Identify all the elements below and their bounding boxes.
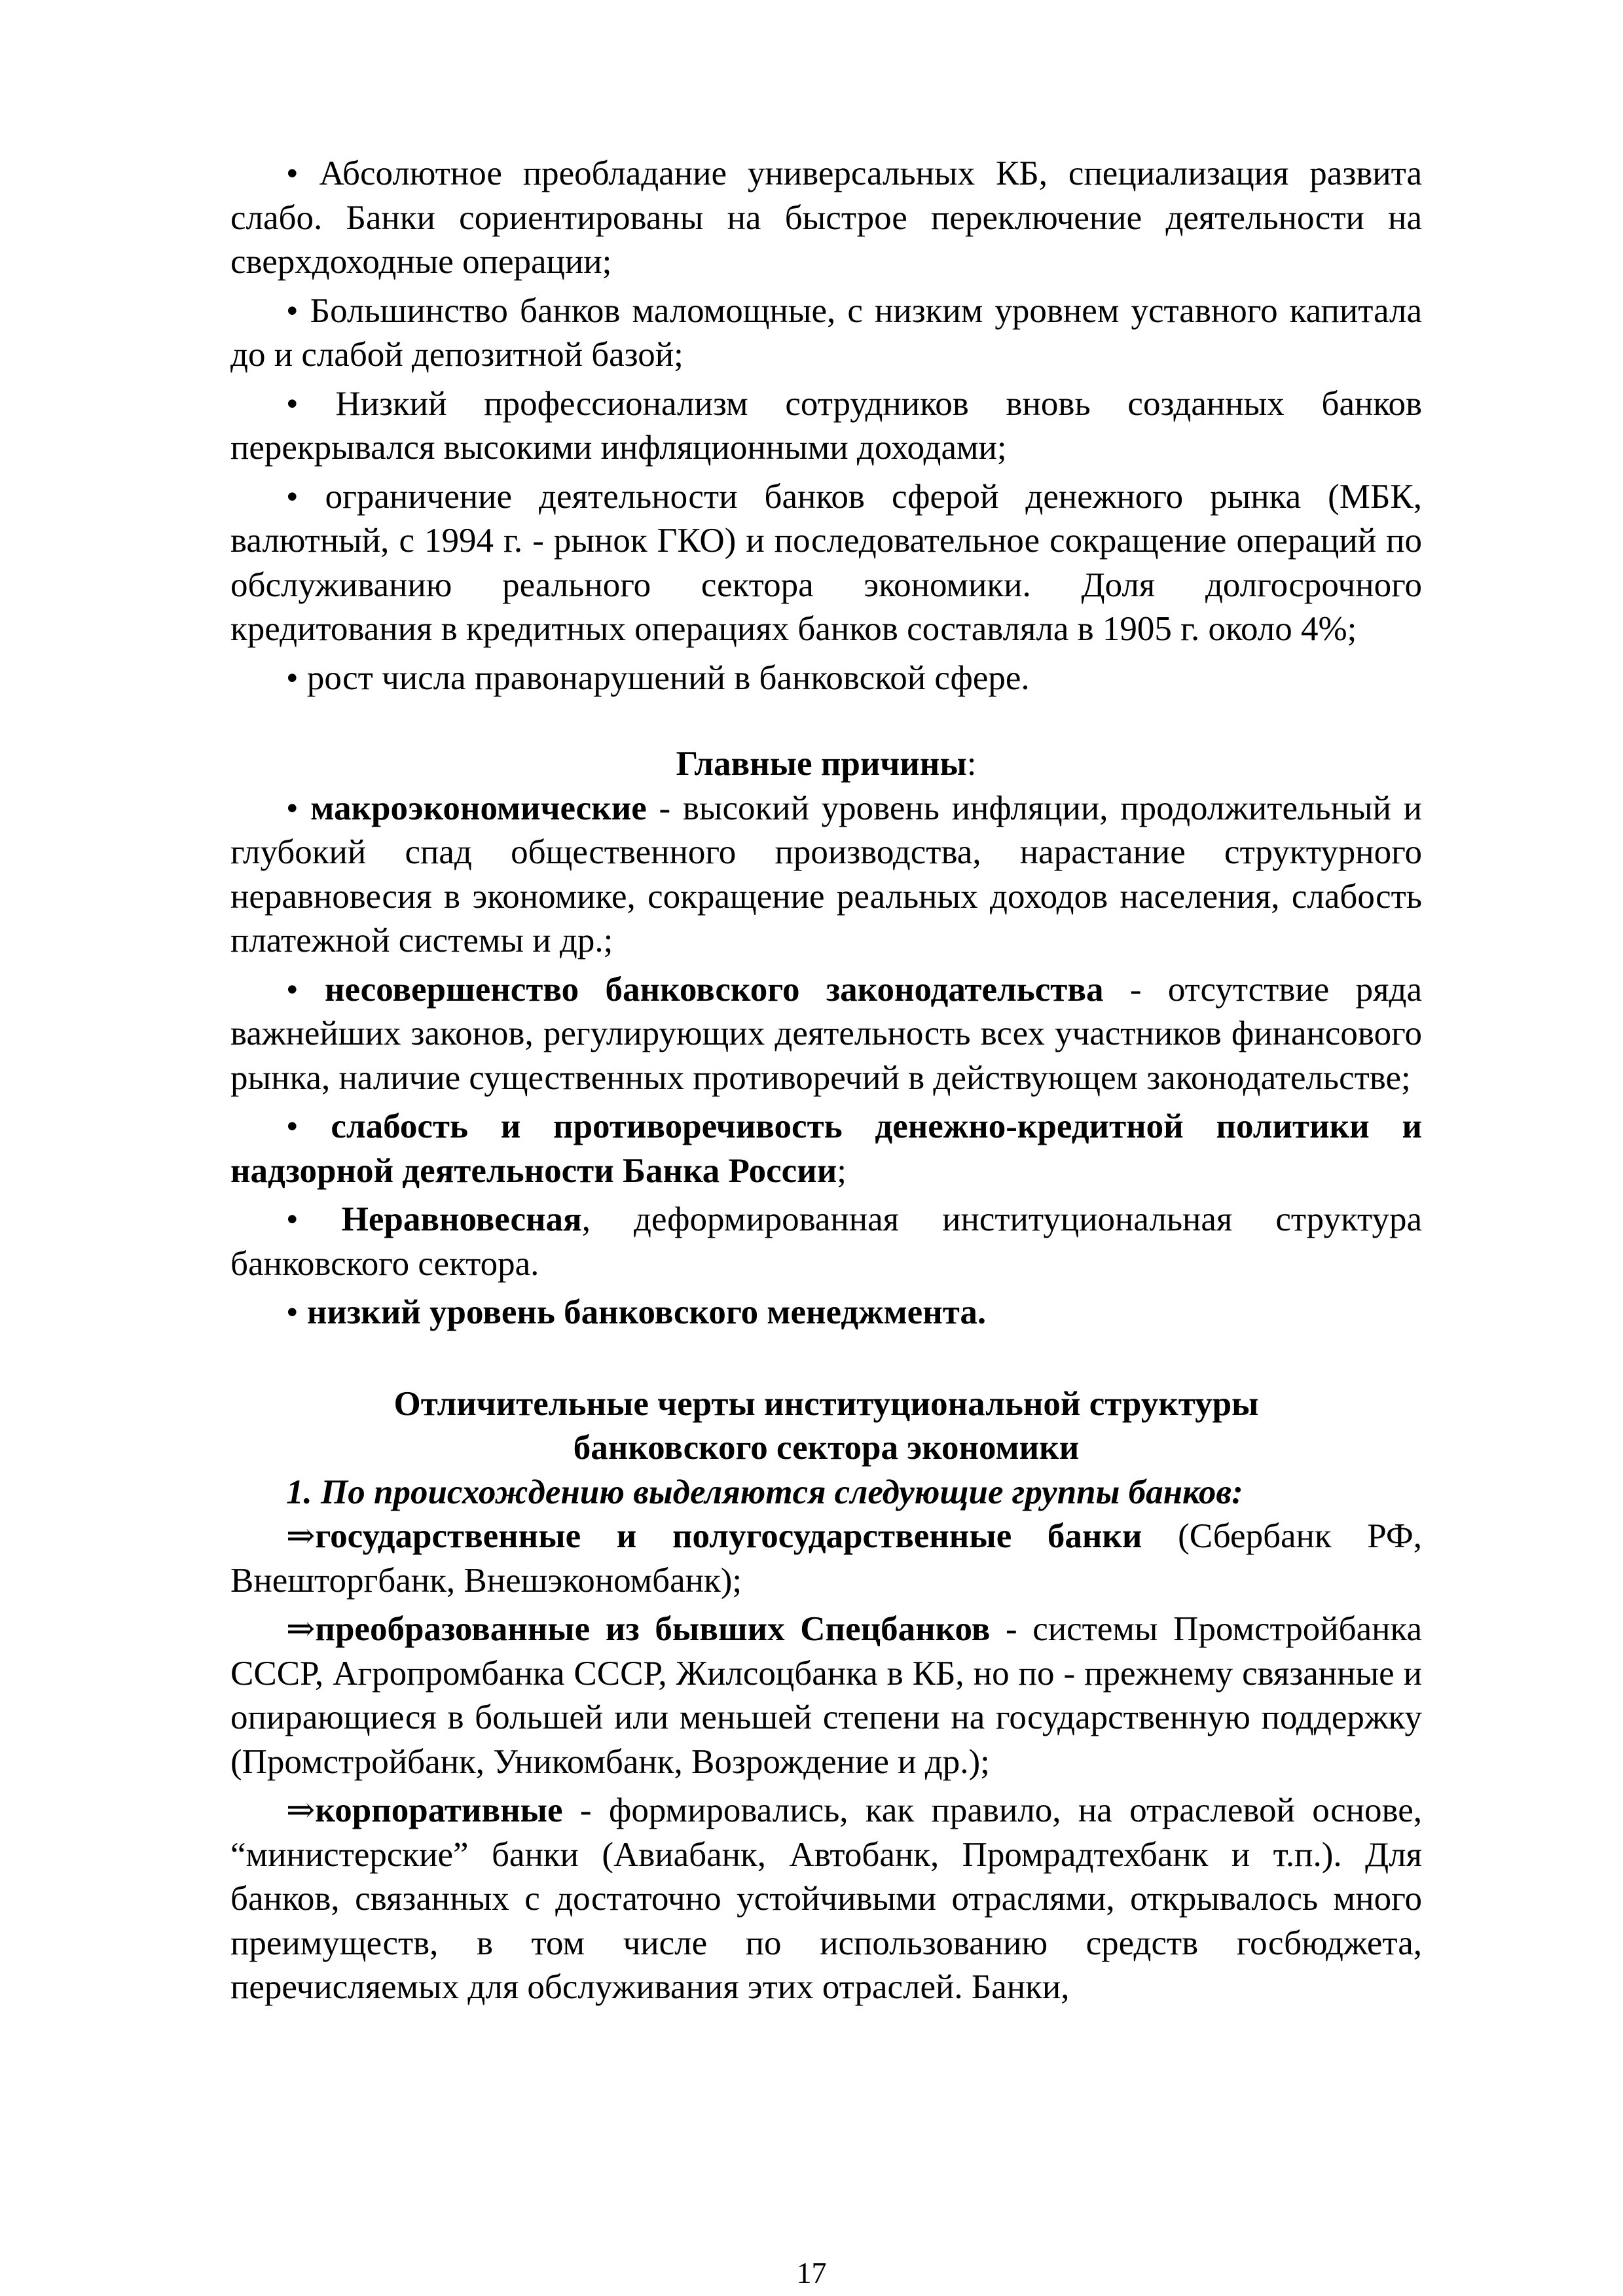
bullet-text: Абсолютное преобладание универсальных КБ, специализация развита слабо. Банки сориентированы на быстрое переключение деятельности на сверхдоходные операции;: [230, 154, 1422, 281]
cause-term: Неравновесная: [341, 1200, 582, 1238]
cause-item: [230, 968, 1422, 1101]
bank-group-text: - системы Промстройбанка СССР, Агропромбанка СССР, Жилсоцбанка в КБ, но по - прежнему связанные и опирающиеся в большей или меньшей степени на государственную поддержку (Промстройбанк, Уникомбанк, Возрождение и др.);: [230, 1610, 1422, 1781]
arrow-icon: ⇒: [286, 1517, 316, 1555]
page-content: [230, 152, 1422, 2015]
arrow-icon: ⇒: [286, 1610, 316, 1648]
bank-group-term: преобразованные из бывших Спецбанков: [315, 1610, 991, 1648]
cause-term: несовершенство банковского законодательства: [324, 970, 1104, 1009]
bullet-text: ограничение деятельности банков сферой денежного рынка (МБК, валютный, с 1994 г. - рынок ГКО) и последовательное сокращение операций по обслуживанию реального сектора экономики. Доля долгосрочного кредитования в кредитных операциях банков составляла в 1905 г. около 4%;: [230, 477, 1422, 648]
cause-text: - отсутствие ряда важнейших законов, регулирующих деятельность всех участников финансового рынка, наличие существенных противоречий в действующем законодательстве;: [230, 970, 1423, 1097]
cause-item: [230, 1198, 1422, 1286]
cause-item: [230, 1291, 1422, 1335]
heading-line-1: Отличительные черты институциональной структуры: [393, 1384, 1259, 1423]
bank-group-item: [230, 1607, 1422, 1784]
heading-colon: :: [966, 745, 977, 783]
bullet-text: Низкий профессионализм сотрудников вновь созданных банков перекрывался высокими инфляционными доходами;: [230, 384, 1422, 467]
bullet-text: Большинство банков маломощные, с низким уровнем уставного капитала до и слабой депозитной базой;: [230, 291, 1422, 374]
bullet-item: [230, 475, 1422, 652]
bank-group-term: государственные и полугосударственные банки: [315, 1517, 1142, 1555]
bank-group-item: [230, 1515, 1422, 1603]
bank-group-text: - формировались, как правило, на отраслевой основе, “министерские” банки (Авиабанк, Автобанк, Промрадтехбанк и т.п.). Для банков, связанных с достаточно устойчивыми отраслями, открывалось много преимуществ, в том числе по использованию средств госбюджета, перечисляемых для обслуживания этих отраслей. Банки,: [230, 1791, 1422, 2006]
cause-text: ;: [837, 1151, 847, 1190]
bank-group-term: корпоративные: [315, 1791, 563, 1829]
bullet-text: рост числа правонарушений в банковской сфере.: [306, 658, 1030, 697]
cause-item: [230, 787, 1422, 963]
heading-line-2: банковского сектора экономики: [573, 1429, 1080, 1467]
section-heading-main-causes: [230, 742, 1422, 787]
bullet-item: [230, 289, 1422, 378]
subsection-heading: 1. По происхождению выделяются следующие группы банков:: [286, 1473, 1243, 1511]
arrow-icon: ⇒: [286, 1791, 316, 1829]
cause-text: , деформированная институциональная структура банковского сектора.: [230, 1200, 1423, 1283]
cause-item: [230, 1105, 1422, 1193]
cause-text: - высокий уровень инфляции, продолжительный и глубокий спад общественного производства, нарастание структурного неравновесия в экономике, сокращение реальных доходов населения, слабость платежной системы и др.;: [230, 789, 1422, 960]
heading-text: Главные причины: [676, 745, 967, 783]
cause-term: слабость и противоречивость денежно-кредитной политики и надзорной деятельности Банка России: [230, 1107, 1422, 1190]
bullet-item: [230, 382, 1422, 471]
bullet-item: [230, 656, 1422, 701]
bank-group-text: (Сбербанк РФ, Внешторгбанк, Внешэкономбанк);: [230, 1517, 1422, 1600]
cause-term: макроэкономические: [310, 789, 647, 827]
section-heading-structure: [230, 1382, 1422, 1471]
bullet-item: [230, 152, 1422, 285]
bank-group-item: [230, 1789, 1422, 2010]
cause-term: низкий уровень банковского менеджмента.: [306, 1293, 987, 1331]
page-number: 17: [796, 2256, 827, 2289]
